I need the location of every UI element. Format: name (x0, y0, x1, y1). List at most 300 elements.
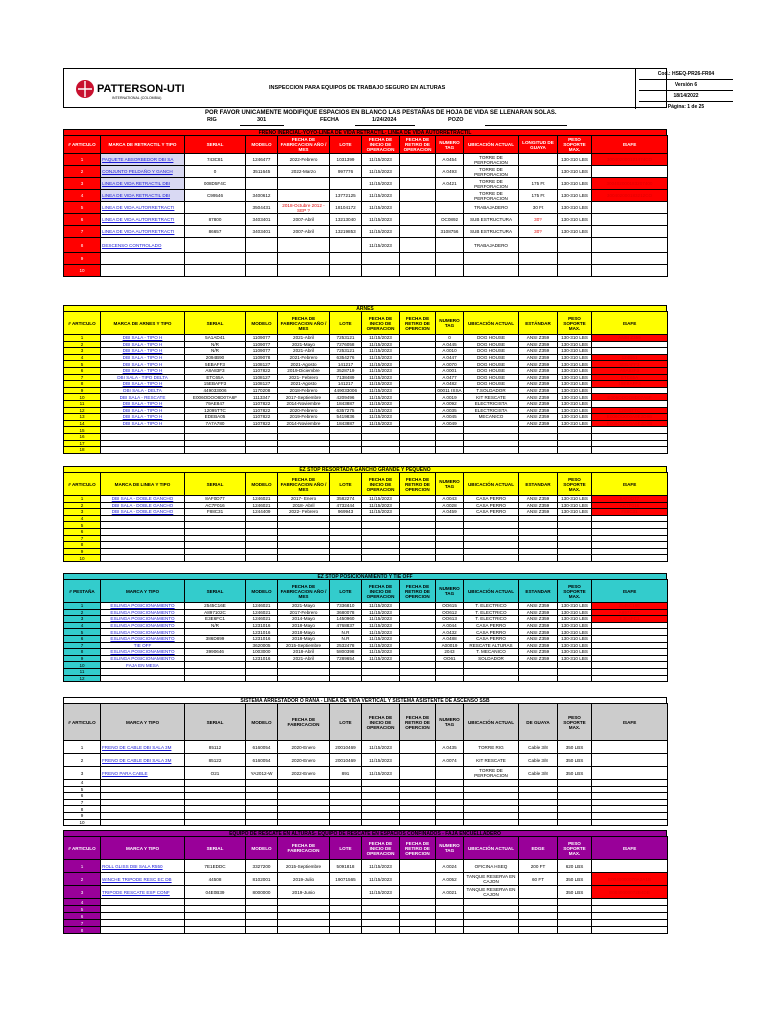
table-row (64, 522, 668, 529)
cell: 008D5F4C (185, 178, 246, 190)
column-header: ISAFE (592, 837, 668, 860)
cell (519, 780, 558, 787)
cell: DOG HOUSE (464, 367, 519, 374)
column-header: PESO SOPORTE MAX. (558, 473, 592, 496)
cell (400, 202, 436, 214)
cell: 130-310 LBS (558, 341, 592, 348)
equipment-brand[interactable]: DBI SALA - TIPO H (101, 348, 185, 355)
document-codes (639, 69, 733, 112)
cell: A 0044 (436, 622, 464, 629)
cell (400, 555, 436, 562)
cell: 997776 (330, 166, 362, 178)
cell: TORRE RIG (464, 741, 519, 754)
cell: 1246021 (246, 616, 278, 623)
equipment-brand[interactable]: DBI SALA - DOBLE GANCHO (101, 496, 185, 503)
row-number: 8 (64, 238, 101, 253)
equipment-brand[interactable]: ESLINGA POSICIONAMIENTO (101, 635, 185, 642)
cell (464, 662, 519, 669)
equipment-brand (101, 920, 185, 927)
cell: 13213040 (330, 214, 362, 226)
cell (362, 427, 400, 434)
cell (592, 819, 668, 826)
cell (362, 793, 400, 800)
column-header: FECHA DE RETIRO DE OPERACION (400, 136, 436, 154)
cell: 1031399 (330, 154, 362, 166)
cell (246, 799, 278, 806)
cell: 1003000 (246, 649, 278, 656)
cell: 300402000183207400 (592, 178, 668, 190)
cell: 1244409 (246, 509, 278, 516)
cell (185, 548, 246, 555)
cell (558, 806, 592, 813)
cell (185, 668, 246, 675)
row-number: 9 (64, 812, 101, 819)
cell (400, 496, 436, 503)
equipment-brand[interactable]: FRENO DE CABLE DBI SALA 3M (101, 741, 185, 754)
cell: 350 LBS (558, 754, 592, 767)
cell: AC7F016 (185, 502, 246, 509)
column-header: UBICACIÓN ACTUAL (464, 580, 519, 603)
equipment-brand[interactable]: DBI SALA - DOBLE GANCHO (101, 502, 185, 509)
cell (519, 920, 558, 927)
cell (519, 555, 558, 562)
equipment-brand[interactable]: DBI SALA - RESCATE (101, 394, 185, 401)
equipment-brand[interactable]: LINEA DE VIDA RETRACTIL DBI (101, 178, 185, 190)
equipment-brand[interactable]: DBI SALA - TIPO DELTA (101, 374, 185, 381)
cell (362, 799, 400, 806)
cell: 449033006 (330, 387, 362, 394)
cell (362, 555, 400, 562)
row-number: 7 (64, 799, 101, 806)
equipment-brand[interactable]: ESLINGA POSICIONAMIENTO (101, 622, 185, 629)
cell (519, 812, 558, 819)
cell (464, 913, 519, 920)
row-number: 2 (64, 754, 101, 767)
cell: 2018-Febrero (278, 387, 330, 394)
cell (436, 238, 464, 253)
equipment-brand[interactable]: DBI SALA - TIPO H (101, 354, 185, 361)
cell (558, 253, 592, 265)
column-header: # ARTICULO (64, 136, 101, 154)
cell (362, 528, 400, 535)
row-number: 9 (64, 253, 101, 265)
equipment-brand (101, 675, 185, 682)
column-header: ISAFE (592, 704, 668, 741)
cell: F88C31 (592, 509, 668, 516)
equipment-brand[interactable]: FRENO PARA CABLE (101, 767, 185, 780)
cell (185, 812, 246, 819)
cell (519, 542, 558, 549)
column-header: MODELO (246, 704, 278, 741)
cell (278, 906, 330, 913)
cell (436, 427, 464, 434)
equipment-brand[interactable]: DBI SALA - TIPO H (101, 381, 185, 388)
section-retractil (63, 129, 667, 277)
pozo-underline[interactable] (485, 125, 567, 126)
column-header: SERIAL (185, 473, 246, 496)
equipment-brand (101, 440, 185, 447)
cell (592, 635, 668, 642)
table-row (64, 635, 668, 642)
cell (246, 806, 278, 813)
equipment-brand[interactable]: FAJA EN MESA (101, 662, 185, 669)
table-row (64, 515, 668, 522)
cell (519, 265, 558, 277)
column-header: UBICACIÓN ACTUAL (464, 837, 519, 860)
equipment-brand[interactable]: DBI SALA - TIPO H (101, 420, 185, 427)
cell: A 0019 (436, 394, 464, 401)
cell: 11/15/2023 (362, 655, 400, 662)
table-row (64, 509, 668, 516)
cell: 2021-Mayo (278, 341, 330, 348)
cell (519, 886, 558, 899)
cell (464, 799, 519, 806)
cell: ANSI Z359 (519, 407, 558, 414)
equipment-brand (101, 786, 185, 793)
cell (400, 927, 436, 934)
cell (558, 920, 592, 927)
cell: 5419836 (330, 414, 362, 421)
cell (592, 812, 668, 819)
cell: OO613 (436, 616, 464, 623)
cell: 350 LBS (558, 767, 592, 780)
cell (436, 528, 464, 535)
cell: 7289654 (330, 655, 362, 662)
cell: 7253121 (330, 348, 362, 355)
cell: ANSI Z359 (519, 420, 558, 427)
column-header: MODELO (246, 580, 278, 603)
equipment-brand[interactable]: DBI SALA - DELTA (101, 387, 185, 394)
equipment-brand[interactable]: TRIPODE RESCATE ESP CONF (101, 886, 185, 899)
cell: E3E6FC1 (592, 616, 668, 623)
equipment-brand[interactable]: CONJUNTO PELDAÑO Y GANCH (101, 166, 185, 178)
cell: ETC65A (592, 374, 668, 381)
equipment-brand (101, 555, 185, 562)
cell: N.R (330, 635, 362, 642)
cell: 130-310 LBS (558, 622, 592, 629)
equipment-brand[interactable]: DBI SALA - TIPO H (101, 407, 185, 414)
equipment-brand[interactable]: PAQUETE ABSORBEDOR DBI SA (101, 154, 185, 166)
cell (185, 535, 246, 542)
cell: 19071565 (330, 873, 362, 886)
cell (400, 509, 436, 516)
equipment-brand[interactable]: ESLINGA POSICIONAMIENTO (101, 609, 185, 616)
table-row (64, 812, 668, 819)
table-row (64, 335, 668, 342)
cell: E006OD000A9E2D8B (592, 420, 668, 427)
cell (400, 913, 436, 920)
cell: 2021-Abril (278, 335, 330, 342)
equipment-brand[interactable]: DBI SALA - TIPO H (101, 335, 185, 342)
table-row (64, 920, 668, 927)
cell (246, 786, 278, 793)
cell (519, 806, 558, 813)
rig-value[interactable]: 301 (257, 117, 267, 123)
cell (592, 542, 668, 549)
row-number: 7 (64, 920, 101, 927)
cell (558, 786, 592, 793)
cell (519, 906, 558, 913)
row-number: 3 (64, 178, 101, 190)
equipment-table (63, 472, 668, 562)
table-row (64, 799, 668, 806)
cell: OO615 (436, 603, 464, 610)
cell (436, 780, 464, 787)
column-header: FECHA DE INICIO DE OPERACION (362, 837, 400, 860)
cell: 130-310 LBS (558, 361, 592, 368)
cell: TORRE DE PERFORACION (464, 190, 519, 202)
cell (400, 447, 436, 454)
cell (464, 812, 519, 819)
column-header: LOTE (330, 473, 362, 496)
cell (185, 427, 246, 434)
cell (436, 675, 464, 682)
cell (592, 400, 668, 407)
cell (592, 754, 668, 767)
cell (464, 780, 519, 787)
fecha-value[interactable]: 1/24/2024 (372, 117, 397, 123)
cell (558, 780, 592, 787)
row-number: 5 (64, 629, 101, 636)
cell: DOG HOUSE (464, 361, 519, 368)
column-header: PESO SOPORTE MAX. (558, 136, 592, 154)
cell: ANSI Z359 (519, 609, 558, 616)
cell: 130-310 LBS (558, 496, 592, 503)
cell: 8102001 (246, 873, 278, 886)
row-number: 2 (64, 502, 101, 509)
cell: 30 Ft (519, 202, 558, 214)
row-number: 9 (64, 387, 101, 394)
cell (592, 447, 668, 454)
cell (246, 265, 278, 277)
cell: Cable 3/8 (519, 754, 558, 767)
cell: 11/15/2023 (362, 629, 400, 636)
cell: 44508 (185, 873, 246, 886)
cell (464, 920, 519, 927)
cell (278, 440, 330, 447)
cell: 6160054 (246, 754, 278, 767)
cell: 175 Ft (519, 178, 558, 190)
cell: 0 (436, 335, 464, 342)
cell: T.SOLDADOR (464, 387, 519, 394)
equipment-brand[interactable]: ESLINGA POSICIONAMIENTO (101, 603, 185, 610)
table-row (64, 361, 668, 368)
cell (464, 433, 519, 440)
row-number: 5 (64, 522, 101, 529)
cell (278, 238, 330, 253)
table-header-row (64, 837, 668, 860)
equipment-brand[interactable]: DBI SALA - TIPO H (101, 414, 185, 421)
cell (330, 812, 362, 819)
cell: OO61 (436, 655, 464, 662)
equipment-brand[interactable]: ESLINGA POSICIONAMIENTO (101, 616, 185, 623)
cell: 11/15/2023 (362, 741, 400, 754)
cell (436, 806, 464, 813)
equipment-table (63, 579, 668, 682)
cell: 130-310 LBS (558, 381, 592, 388)
cell: ANSI Z359 (519, 335, 558, 342)
cell (558, 440, 592, 447)
equipment-brand[interactable]: LINEA DE VIDA RETRACTIL DBI (101, 190, 185, 202)
cell (558, 819, 592, 826)
table-row (64, 786, 668, 793)
equipment-brand[interactable]: ESLINGA POSICIONAMIENTO (101, 655, 185, 662)
cell (400, 238, 436, 253)
equipment-brand[interactable]: DBI SALA - TIPO H (101, 367, 185, 374)
cell (362, 542, 400, 549)
cell (519, 522, 558, 529)
cell: 2021-Febrero (278, 354, 330, 361)
equipment-brand[interactable]: DBI SALA - TIPO H (101, 361, 185, 368)
cell: 11/15/2023 (362, 214, 400, 226)
row-number: 4 (64, 515, 101, 522)
equipment-brand[interactable]: ESLINGA POSICIONAMIENTO (101, 629, 185, 636)
cell (246, 548, 278, 555)
cell: MECANICO (464, 414, 519, 421)
column-header: SERIAL (185, 580, 246, 603)
cell (592, 555, 668, 562)
cell (519, 899, 558, 906)
cell: 2022-Marzo (278, 166, 330, 178)
cell (278, 433, 330, 440)
cell (362, 440, 400, 447)
cell: ANSI Z359 (519, 622, 558, 629)
equipment-brand[interactable]: ROLL GLISS DBI SALA R550 (101, 860, 185, 873)
row-number: 6 (64, 528, 101, 535)
cell (400, 387, 436, 394)
cell: A 0459 (436, 509, 464, 516)
cell (519, 166, 558, 178)
row-number: 1 (64, 496, 101, 503)
equipment-brand[interactable]: LINEA DE VIDA AUTORRETRACTI (101, 214, 185, 226)
cell: C99546 (185, 190, 246, 202)
cell: 1108127 (246, 381, 278, 388)
equipment-brand[interactable]: DBI SALA - TIPO H (101, 400, 185, 407)
cell (400, 609, 436, 616)
cell: ANSI Z359 (519, 509, 558, 516)
cell: 2532478 (330, 642, 362, 649)
cell (519, 793, 558, 800)
cell: A8A83F3 (592, 367, 668, 374)
cell: E006ODOO8D07A6F (185, 394, 246, 401)
cell (519, 668, 558, 675)
row-number: 6 (64, 635, 101, 642)
cell (592, 786, 668, 793)
cell: 4732444 (330, 502, 362, 509)
cell: 11/15/2023 (362, 238, 400, 253)
cell: DOG HOUSE (464, 374, 519, 381)
table-row (64, 548, 668, 555)
equipment-brand (101, 799, 185, 806)
column-header: MARCA DE RETRACTIL Y TIPO (101, 136, 185, 154)
equipment-brand[interactable]: DESCENSO CONTROLADO (101, 238, 185, 253)
cell: 2545C16E (185, 603, 246, 610)
cell (436, 767, 464, 780)
cell: A 0049 (436, 420, 464, 427)
pozo-label: POZO (448, 117, 464, 123)
cell (185, 799, 246, 806)
cell (436, 799, 464, 806)
cell (246, 675, 278, 682)
fecha-label: FECHA (320, 117, 339, 123)
table-row (64, 374, 668, 381)
equipment-brand[interactable]: DBI SALA - DOBLE GANCHO (101, 509, 185, 516)
cell (558, 555, 592, 562)
column-header: SERIAL (185, 704, 246, 741)
cell: N/R (185, 348, 246, 355)
equipment-brand[interactable]: DBI SALA - TIPO H (101, 341, 185, 348)
cell: 11/15/2023 (362, 178, 400, 190)
cell (246, 515, 278, 522)
cell (592, 214, 668, 226)
cell: A897102C (185, 609, 246, 616)
cell (558, 793, 592, 800)
equipment-brand[interactable]: LINEA DE VIDA AUTORRETRACTI (101, 226, 185, 238)
cell (185, 819, 246, 826)
equipment-brand[interactable]: FRENO DE CABLE DBI SALA 3M (101, 754, 185, 767)
cell: 11/15/2023 (362, 381, 400, 388)
equipment-brand[interactable]: LINEA DE VIDA AUTORRETRACTI (101, 202, 185, 214)
cell (436, 899, 464, 906)
cell (362, 927, 400, 934)
cell: A 0028 (436, 502, 464, 509)
cell: A 0035 (436, 407, 464, 414)
cell (362, 806, 400, 813)
cell (464, 555, 519, 562)
cell: ELECTRICISTA (464, 400, 519, 407)
table-row (64, 226, 668, 238)
cell: A 0477 (436, 374, 464, 381)
row-number: 11 (64, 668, 101, 675)
cell: ANSI Z359 (519, 374, 558, 381)
cell: 620 LBS (558, 860, 592, 873)
cell (362, 899, 400, 906)
column-header: FECHA DE INICIO DE OPERACION (362, 312, 400, 335)
equipment-brand[interactable]: TIE OFF (101, 642, 185, 649)
table-row (64, 668, 668, 675)
cell: 2021-Agosto (278, 361, 330, 368)
cell (464, 906, 519, 913)
equipment-brand (101, 253, 185, 265)
cell (330, 780, 362, 787)
cell: 3990646 (185, 649, 246, 656)
cell: 2017-Septiembre (278, 394, 330, 401)
table-row (64, 202, 668, 214)
cell (400, 354, 436, 361)
cell: 6160054 (246, 741, 278, 754)
cell (400, 860, 436, 873)
fecha-underline (355, 125, 415, 126)
cell (519, 433, 558, 440)
cell: 8AF0D77 (592, 496, 668, 503)
cell (558, 812, 592, 819)
row-number: 6 (64, 793, 101, 800)
cell (436, 555, 464, 562)
cell: 2043 (436, 649, 464, 656)
column-header: NUMERO TAG (436, 580, 464, 603)
equipment-brand[interactable]: ESLINGA POSICIONAMIENTO (101, 649, 185, 656)
cell: KIT RESCATE (464, 754, 519, 767)
equipment-table (63, 135, 668, 277)
cell: 3403401 (246, 226, 278, 238)
equipment-brand (101, 780, 185, 787)
equipment-brand[interactable]: WINCHE TRIPODE RESC EC DB (101, 873, 185, 886)
cell: A 0092 (436, 400, 464, 407)
cell: 85122 (185, 754, 246, 767)
cell: TANQUE RESERVA EN CAJON (464, 886, 519, 899)
cell: T. ELECTRICO (464, 616, 519, 623)
cell (400, 374, 436, 381)
